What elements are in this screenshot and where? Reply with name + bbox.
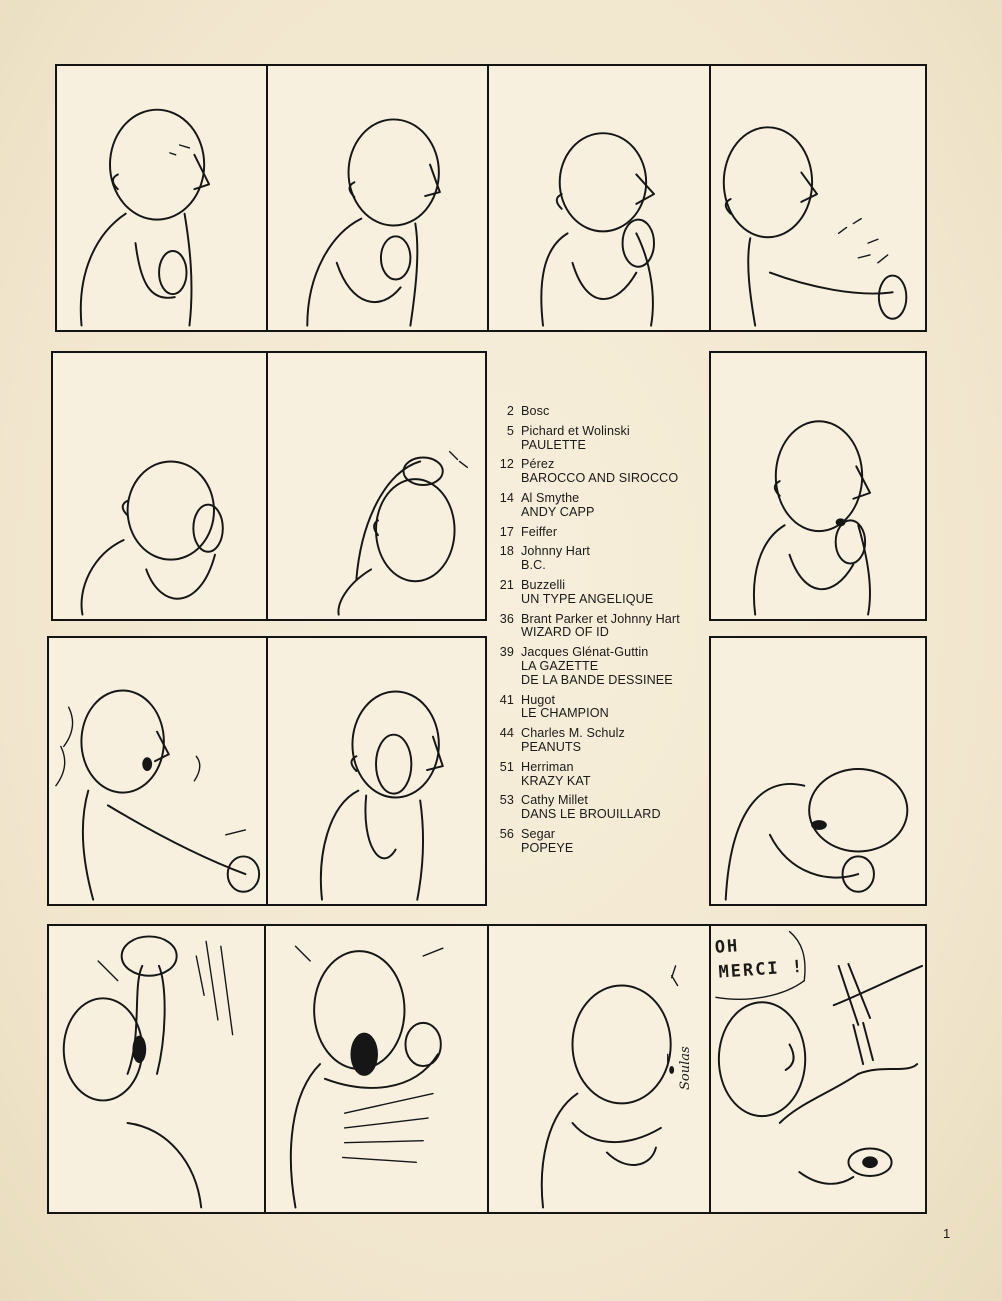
toc-page-number: 5	[506, 423, 514, 438]
toc-entry	[490, 579, 720, 607]
toc-page-number: 39	[499, 645, 514, 660]
comic-panel-5	[51, 351, 268, 621]
toc-page-number: 56	[499, 826, 514, 841]
toc-page-number: 21	[499, 577, 514, 592]
toc-title: UN TYPE ANGELIQUE	[521, 591, 654, 606]
toc-author: Bosc	[521, 404, 550, 418]
toc-author: Pérez	[521, 457, 555, 472]
toc-entry	[490, 492, 720, 520]
toc-page-number: 51	[499, 759, 514, 774]
toc-author: Brant Parker et Johnny Hart	[521, 611, 680, 626]
comic-panel-13	[47, 924, 268, 1214]
toc-entry	[490, 405, 720, 419]
toc-author: Herriman	[521, 759, 574, 774]
toc-title-line2: DE LA BANDE DESSINEE	[521, 672, 673, 687]
toc-entry	[490, 545, 720, 573]
toc-author: Charles M. Schulz	[521, 726, 625, 741]
toc-author: Cathy Millet	[521, 793, 588, 808]
toc-entry	[490, 828, 720, 856]
toc-page-number: 18	[499, 544, 514, 559]
toc-title: PEANUTS	[521, 739, 582, 754]
toc-entry	[490, 526, 720, 540]
figure-drawing	[711, 66, 925, 330]
toc-entry	[490, 794, 720, 822]
comic-panel-12	[709, 636, 927, 906]
toc-entry	[490, 458, 720, 486]
figure-drawing	[49, 638, 266, 904]
toc-title: DANS LE BROUILLARD	[521, 807, 661, 822]
toc-page-number: 41	[499, 692, 514, 707]
toc-page-number: 36	[499, 611, 514, 626]
comic-panel-1	[55, 64, 268, 332]
toc-author: Feiffer	[521, 524, 558, 539]
toc-title: BAROCCO AND SIROCCO	[521, 471, 679, 486]
toc-page-number: 44	[499, 726, 514, 741]
speech-line-1: OH	[714, 936, 741, 958]
figure-drawing	[266, 926, 487, 1212]
comic-panel-14	[264, 924, 489, 1214]
comic-panel-10	[266, 636, 487, 906]
figure-drawing	[268, 353, 485, 619]
toc-entry	[490, 727, 720, 755]
toc-author: Buzzelli	[521, 577, 566, 592]
toc-page-number: 12	[499, 457, 514, 472]
figure-drawing	[53, 353, 266, 619]
toc-title: ANDY CAPP	[521, 504, 595, 519]
toc-page-number: 2	[506, 404, 514, 418]
toc-author: Johnny Hart	[521, 544, 591, 559]
figure-drawing	[49, 926, 266, 1212]
page-number: 1	[943, 1226, 951, 1241]
toc-page-number: 17	[499, 524, 514, 539]
artist-signature: Soulas	[678, 1046, 693, 1090]
toc-author: Jacques Glénat-Guttin	[521, 645, 649, 660]
toc-page-number: 53	[499, 793, 514, 808]
figure-drawing	[268, 638, 485, 904]
figure-drawing	[711, 638, 925, 904]
toc-title: POPEYE	[521, 840, 574, 855]
comic-panel-6	[266, 351, 487, 621]
comic-panel-2	[266, 64, 489, 332]
comic-panel-4	[709, 64, 927, 332]
figure-drawing	[57, 66, 266, 330]
toc-title: KRAZY KAT	[521, 773, 591, 788]
toc-author: Pichard et Wolinski	[521, 423, 630, 438]
toc-title: PAULETTE	[521, 437, 586, 452]
toc-page-number: 14	[499, 490, 514, 505]
toc-title: LE CHAMPION	[521, 706, 609, 721]
comic-panel-9	[47, 636, 268, 906]
comic-panel-3	[487, 64, 711, 332]
comic-panel-8	[709, 351, 927, 621]
toc-entry	[490, 425, 720, 453]
figure-drawing	[711, 353, 925, 619]
toc-author: Hugot	[521, 692, 556, 707]
toc-entry	[490, 646, 720, 687]
figure-drawing	[268, 66, 487, 330]
toc-entry	[490, 694, 720, 722]
toc-author: Segar	[521, 826, 556, 841]
table-of-contents	[490, 405, 720, 862]
figure-drawing	[489, 926, 709, 1212]
toc-title: LA GAZETTE	[521, 658, 599, 673]
toc-entry	[490, 761, 720, 789]
toc-entry	[490, 613, 720, 641]
figure-drawing	[489, 66, 709, 330]
speech-line-2: MERCI !	[717, 956, 805, 983]
toc-title: WIZARD OF ID	[521, 625, 609, 640]
toc-author: Al Smythe	[521, 490, 580, 505]
toc-title: B.C.	[521, 558, 546, 573]
speech-text	[714, 928, 828, 996]
